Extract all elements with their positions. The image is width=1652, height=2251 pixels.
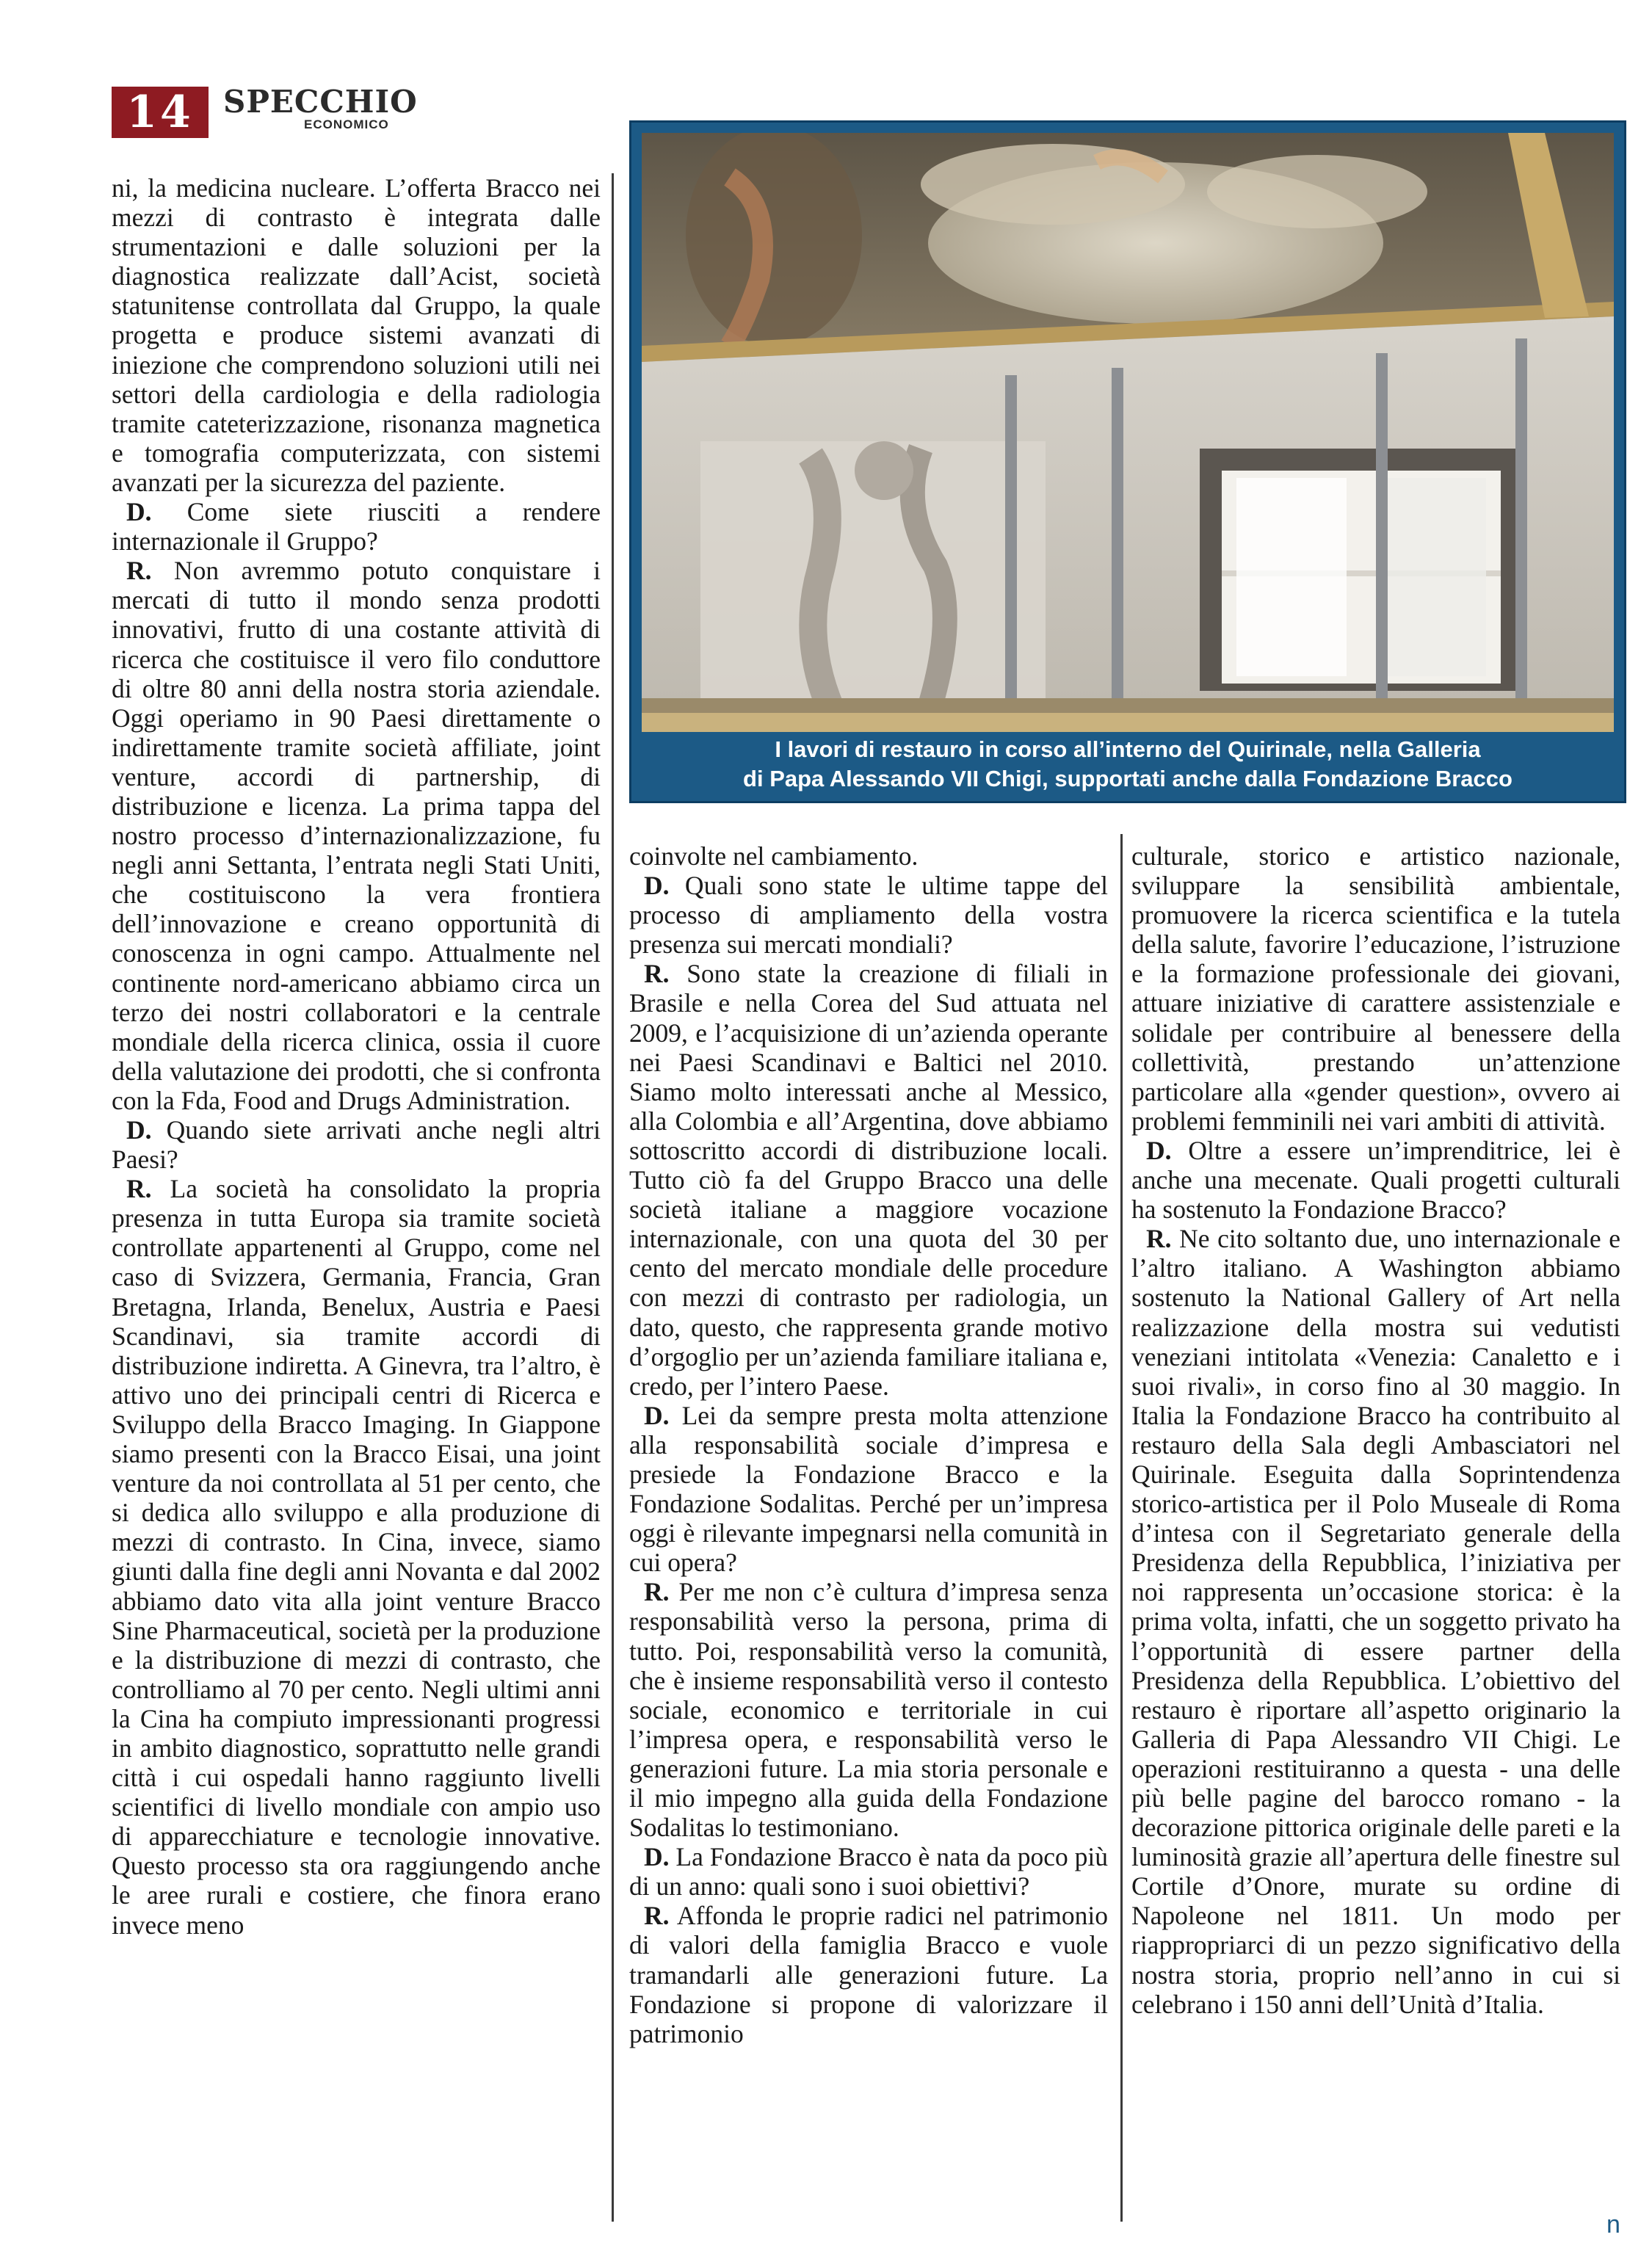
paragraph	[112, 173, 601, 497]
column-divider-2	[1120, 834, 1123, 2222]
column-divider-1	[612, 173, 614, 2222]
speaker-label: R.	[644, 1577, 670, 1607]
speaker-label: D.	[644, 1842, 670, 1872]
photo-caption-line-1: I lavori di restauro in corso all’interno del Quirinale, nella Galleria	[775, 736, 1481, 762]
speaker-label: D.	[1146, 1135, 1172, 1165]
paragraph-text: Quali sono state le ultime tappe del processo di ampliamento della vostra presenza sui mercati mondiali?	[629, 871, 1108, 960]
restoration-photo-frame	[629, 120, 1626, 803]
magazine-subtitle: ECONOMICO	[304, 117, 389, 131]
paragraph	[112, 497, 601, 556]
paragraph	[112, 556, 601, 1115]
paragraph-text: culturale, storico e artistico nazionale, sviluppare la sensibilità ambientale, promuovere la ricerca scientifica e la tutela della salute, favorire l’educazione, l’istruzione e la formazione professionale dei giovani, attuare iniziative di carattere assistenziale e solidale per contribuire al benessere della collettività, prestando un’attenzione particolare alla «gender question», ovvero ai problemi femminili nei vari ambiti di attività.	[1131, 841, 1620, 1136]
speaker-label: D.	[126, 1115, 152, 1145]
paragraph-text: Quando siete arrivati anche negli altri Paesi?	[112, 1115, 601, 1175]
text-column-3	[1131, 841, 1620, 2229]
paragraph	[1131, 841, 1620, 1136]
paragraph	[629, 1901, 1108, 2048]
paragraph	[629, 871, 1108, 959]
paragraph-text: Lei da sempre presta molta attenzione alla responsabilità sociale d’impresa e presiede la Fondazione Bracco e la Fondazione Sodalitas. Perché per un’impresa oggi è rilevante impegnarsi nella comunità in cui opera?	[629, 1400, 1108, 1578]
paragraph-text: Oltre a essere un’imprenditrice, lei è anche una mecenate. Quali progetti culturali ha sostenuto la Fondazione Bracco?	[1131, 1135, 1620, 1225]
text-column-1	[112, 173, 601, 2229]
paragraph-text: Sono state la creazione di filiali in Brasile e nella Corea del Sud attuata nel 2009, e l’acquisizione di un’azienda operante nei Paesi Scandinavi e Baltici nel 2010. Siamo molto interessati anche al Messico, alla Colombia e all’Argentina, dove abbiamo sottoscritto accordi di distribuzione locali. Tutto ciò fa del Gruppo Bracco una delle società italiane a maggiore vocazione internazionale, con una quota del 30 per cento del mercato mondiale delle procedure con mezzi di contrasto per radiologia, un dato, questo, che rappresenta grande motivo d’orgoglio per un’azienda familiare italiana e, credo, per l’intero Paese.	[629, 959, 1108, 1401]
paragraph	[112, 1115, 601, 1174]
paragraph	[1131, 1136, 1620, 1224]
speaker-label: D.	[644, 1400, 670, 1430]
paragraph	[1131, 1224, 1620, 2019]
speaker-label: R.	[644, 1901, 670, 1931]
paragraph	[629, 1842, 1108, 1901]
speaker-label: D.	[126, 497, 152, 527]
text-column-2	[629, 841, 1108, 2229]
paragraph	[112, 1174, 601, 1939]
speaker-label: R.	[126, 556, 152, 586]
paragraph	[629, 959, 1108, 1400]
paragraph-text: Per me non c’è cultura d’impresa senza responsabilità verso la persona, prima di tutto. Poi, responsabilità verso la comunità, che è insieme responsabilità verso il contesto sociale, economico e territoriale in cui l’impresa opera, e responsabilità verso le generazioni future. La mia storia personale e il mio impegno alla guida della Fondazione Sodalitas lo testimoniano.	[629, 1577, 1108, 1843]
paragraph	[629, 841, 1108, 871]
page-header	[112, 84, 552, 138]
paragraph-text: La Fondazione Bracco è nata da poco più di un anno: quali sono i suoi obiettivi?	[629, 1842, 1108, 1902]
speaker-label: D.	[644, 871, 670, 901]
paragraph-text: Ne cito soltanto due, uno internazionale e l’altro italiano. A Washington abbiamo sostenuto la National Gallery of Art nella realizzazione della mostra sui vedutisti veneziani intitolata «Venezia: Canaletto e i suoi rivali», in corso fino al 30 maggio. In Italia la Fondazione Bracco ha contribuito al restauro della Sala degli Ambasciatori nel Quirinale. Eseguita dalla Soprintendenza storico-artistica per il Polo Museale di Roma d’intesa con il Segretariato generale della Presidenza della Repubblica, l’iniziativa per noi rappresenta un’occasione storica: è la prima volta, infatti, che un soggetto privato ha l’opportunità di essere partner della Presidenza della Repubblica. L’obiettivo del restauro è riportare all’aspetto originario la Galleria di Papa Alessandro VII Chigi. Le operazioni restituiranno a questa - una delle più belle pagine del barocco romano - la decorazione pittorica originale delle pareti e la luminosità grazie all’apertura delle finestre sul Cortile d’Onore, murate su ordine di Napoleone nel 1811. Un modo per riappropriarci di un pezzo significativo della nostra storia, proprio nell’anno in cui si celebrano i 150 anni dell’Unità d’Italia.	[1131, 1224, 1620, 2019]
speaker-label: R.	[1146, 1224, 1172, 1254]
paragraph-text: coinvolte nel cambiamento.	[629, 841, 919, 871]
paragraph-text: Non avremmo potuto conquistare i mercati di tutto il mondo senza prodotti innovativi, frutto di una costante attività di ricerca che costituisce il vero filo conduttore di oltre 80 anni della nostra storia aziendale. Oggi operiamo in 90 Paesi direttamente o indirettamente tramite società affiliate, joint venture, accordi di partnership, di distribuzione e licenza. La prima tappa del nostro processo d’internazionalizzazione, fu negli anni Settanta, l’entrata negli Stati Uniti, che costituiscono la vera frontiera dell’innovazione e creano opportunità di conoscenza in ogni campo. Attualmente nel continente nord-americano abbiamo circa un terzo dei nostri collaboratori e la centrale mondiale della ricerca clinica, ossia il cuore della valutazione dei prodotti, che si confronta con la Fda, Food and Drugs Administration.	[112, 556, 601, 1115]
page-number: 14	[112, 87, 209, 138]
magazine-title: SPECCHIO	[223, 84, 418, 120]
restoration-photo	[642, 133, 1614, 732]
paragraph-text: Come siete riusciti a rendere internazionale il Gruppo?	[112, 497, 601, 557]
speaker-label: R.	[644, 959, 670, 989]
paragraph	[629, 1577, 1108, 1842]
paragraph-text: ni, la medicina nucleare. L’offerta Bracco nei mezzi di contrasto è integrata dalle strumentazioni e dalle soluzioni per la diagnostica realizzate dall’Acist, società statunitense controllata dal Gruppo, la quale progetta e produce sistemi avanzati di iniezione che comprendono soluzioni utili nei settori della cardiologia e della radiologia tramite cateterizzazione, risonanza magnetica e tomografia computerizzata, con sistemi avanzati per la sicurezza del paziente.	[112, 173, 601, 497]
paragraph-text: Affonda le proprie radici nel patrimonio di valori della famiglia Bracco e vuole tramandarli alle generazioni future. La Fondazione si propone di valorizzare il patrimonio	[629, 1901, 1108, 2048]
paragraph-text: La società ha consolidato la propria presenza in tutta Europa sia tramite società controllate appartenenti al Gruppo, come nel caso di Svizzera, Germania, Francia, Gran Bretagna, Irlanda, Benelux, Austria e Paesi Scandinavi, sia tramite accordi di distribuzione indiretta. A Ginevra, tra l’altro, è attivo uno dei principali centri di Ricerca e Sviluppo della Bracco Imaging. In Giappone siamo presenti con la Bracco Eisai, una joint venture da noi controllata al 51 per cento, che si dedica allo sviluppo e alla produzione di mezzi di contrasto. In Cina, invece, siamo giunti dalla fine degli anni Novanta e dal 2002 abbiamo dato vita alla joint venture Bracco Sine Pharmaceutical, società per la produzione e la distribuzione di mezzi di contrasto, che controlliamo al 70 per cento. Negli ultimi anni la Cina ha compiuto impressionanti progressi in ambito diagnostico, soprattutto nelle grandi città i cui ospedali hanno raggiunto livelli scientifici di livello mondiale con ampio uso di apparecchiature e tecnologie innovative. Questo processo sta ora raggiungendo anche le aree rurali e costiere, che finora erano invece meno	[112, 1174, 601, 1940]
photo-caption	[631, 735, 1624, 794]
article-end-mark: n	[1606, 2211, 1620, 2239]
speaker-label: R.	[126, 1174, 152, 1204]
photo-caption-line-2: di Papa Alessando VII Chigi, supportati anche dalla Fondazione Bracco	[743, 766, 1512, 791]
paragraph	[629, 1401, 1108, 1578]
